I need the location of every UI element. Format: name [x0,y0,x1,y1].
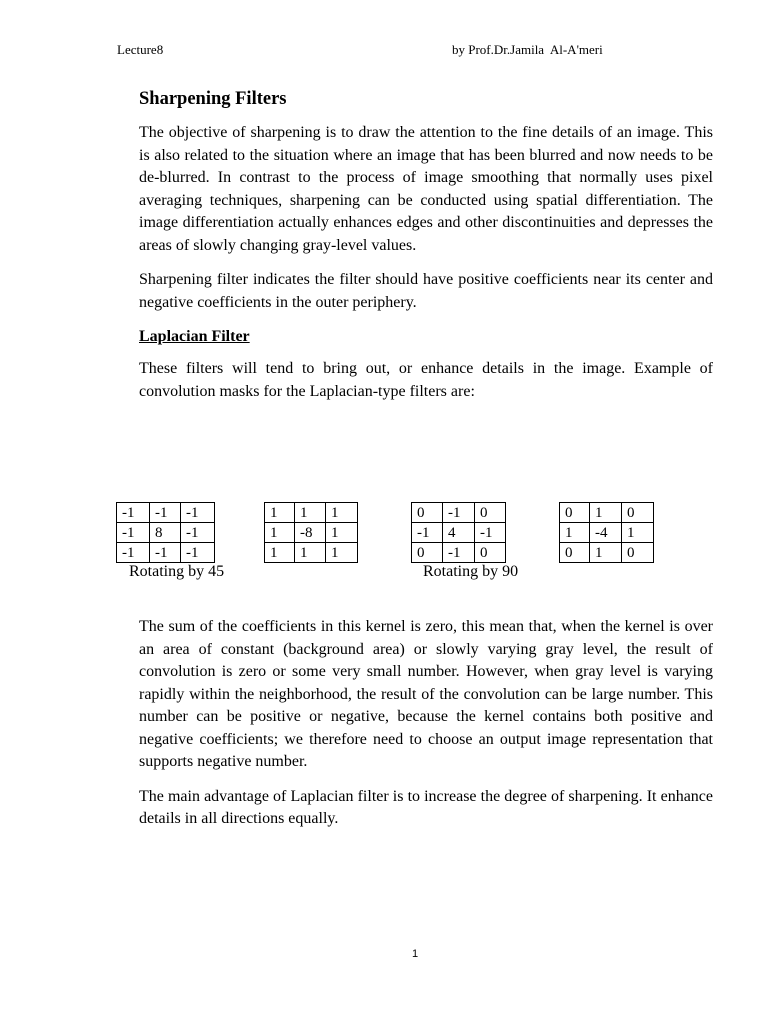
mask-cell: -1 [181,523,215,543]
section-title: Sharpening Filters [139,89,287,109]
mask-cell: -1 [117,503,150,523]
mask-cell: -1 [117,543,150,563]
mask-cell: 1 [590,503,622,523]
mask-cell: 1 [295,503,326,523]
mask-cell: 1 [326,543,358,563]
mask-cell: -1 [443,543,475,563]
mask-cell: 0 [412,503,443,523]
paragraph-kernel-sum: The sum of the coefficients in this kernel is zero, this mean that, when the kernel is over an area of constant (background area) or slowly varying gray level, the result of convolution is zero or some very small number. However, when gray level is varying rapidly within the neighborhood, the result of the convolution can be large number. This number can be positive or negative, because the kernel contains both positive and negative coefficients; we therefore need to choose an output image representation that supports negative number. [139,618,713,770]
mask-cell: 4 [443,523,475,543]
header-author: by Prof.Dr.Jamila Al-A'meri [452,42,603,57]
paragraph-laplacian-intro: These filters will tend to bring out, or enhance details in the image. Example of convolution masks for the Laplacian-type filters are: [139,360,713,400]
mask-cell: -1 [181,503,215,523]
mask-table-4 [559,502,654,563]
header-lecture: Lecture8 [117,42,164,57]
mask-table-3 [411,502,506,563]
mask-table-2 [264,502,358,563]
mask-cell: 0 [475,543,506,563]
mask-cell: 1 [265,503,295,523]
mask-cell: 0 [475,503,506,523]
mask-table-1 [116,502,215,563]
mask-cell: 1 [295,543,326,563]
mask-cell: 0 [560,543,590,563]
mask-cell: 1 [326,523,358,543]
mask-cell: -1 [181,543,215,563]
mask-cell: 0 [622,543,654,563]
mask-cell: 0 [412,543,443,563]
mask-cell: 1 [265,543,295,563]
paragraph-objective: The objective of sharpening is to draw the attention to the fine details of an image. This is also related to the situation where an image that has been blurred and now needs to be de-blurred. In contrast to the process of image smoothing that normally uses pixel averaging techniques, sharpening can be conducted using spatial differentiation. The image differentiation actually enhances edges and other discontinuities and depresses the areas of slowly changing gray-level values. [139,124,713,254]
mask-cell: -8 [295,523,326,543]
mask-cell: 0 [560,503,590,523]
mask-cell: 1 [560,523,590,543]
mask-cell: -4 [590,523,622,543]
caption-rotating-90: Rotating by 90 [423,563,519,580]
paragraph-coefficients: Sharpening filter indicates the filter should have positive coefficients near its center and negative coefficients in the outer periphery. [139,271,713,311]
mask-cell: -1 [150,503,181,523]
page-number: 1 [411,948,419,960]
paragraph-advantage: The main advantage of Laplacian filter is to increase the degree of sharpening. It enhance details in all directions equally. [139,787,713,827]
mask-cell: 1 [590,543,622,563]
lower-content [139,616,713,843]
mask-cell: -1 [150,543,181,563]
mask-cell: 0 [622,503,654,523]
mask-cell: 8 [150,523,181,543]
subsection-title: Laplacian Filter [139,328,250,345]
mask-cell: -1 [117,523,150,543]
mask-cell: 1 [326,503,358,523]
mask-cell: -1 [475,523,506,543]
convolution-masks [0,502,768,592]
mask-cell: -1 [443,503,475,523]
mask-cell: 1 [622,523,654,543]
caption-rotating-45: Rotating by 45 [129,563,225,580]
upper-content [139,86,713,415]
mask-cell: 1 [265,523,295,543]
mask-cell: -1 [412,523,443,543]
